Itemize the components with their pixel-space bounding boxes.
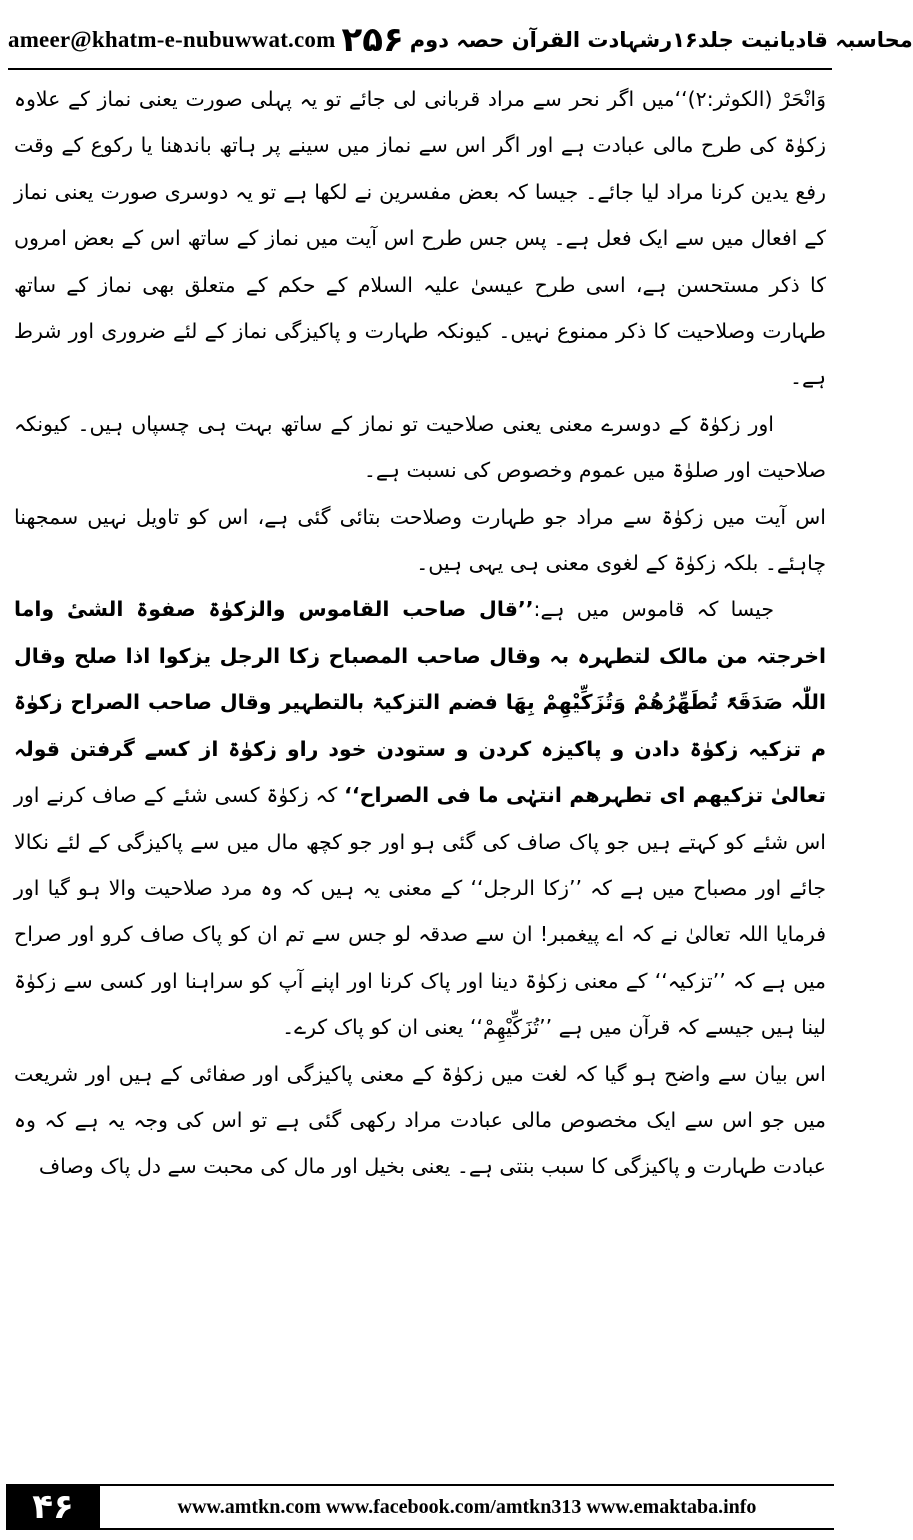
footer-page-number: ۴۶ bbox=[6, 1484, 100, 1530]
quote-intro: جیسا کہ قاموس میں ہے: bbox=[533, 597, 775, 622]
footer-links[interactable]: www.amtkn.com www.facebook.com/amtkn313 www.emaktaba.info bbox=[100, 1484, 834, 1530]
header-email[interactable]: ameer@khatm-e-nubuwwat.com bbox=[8, 27, 336, 52]
quote-translation: کہ زکوٰۃ کسی شئے کے صاف کرنے اور اس شئے کو کہتے ہیں جو پاک صاف کی گئی ہو اور جو کچھ مال میں سے پاکیزگی کے لئے نکالا جائے اور مصباح میں ہے کہ ’’زکا الرجل‘‘ کے معنی یہ ہیں کہ وہ مرد صلاحیت والا ہو گیا اور فرمایا اللہ تعالیٰ نے کہ اے پیغمبر! ان سے صدقہ لو جس سے تم ان کو پاک صاف کرو اور صراح میں ہے کہ ’’تزکیہ‘‘ کے معنی زکوٰۃ دینا اور پاک کرنا اور اپنے آپ کو سراہنا اور کسی سے زکوٰۃ لینا ہیں جیسے کہ قرآن میں ہے ’’تُزَکِّیْھِمْ‘‘ یعنی ان کو پاک کرے۔ bbox=[14, 783, 826, 1040]
closing-paragraph: اس بیان سے واضح ہو گیا کہ لغت میں زکوٰۃ کے معنی پاکیزگی اور صفائی کے ہیں اور شریعت میں جو اس سے ایک مخصوص مالی عبادت مراد رکھی گئی ہے تو اس کی وجہ یہ ہے کہ وہ عبادت طہارت و پاکیزگی کا سبب بنتی ہے۔ یعنی بخیل اور مال کی محبت سے دل پاک وصاف bbox=[14, 1061, 826, 1179]
paragraph-3: اس آیت میں زکوٰۃ سے مراد جو طہارت وصلاحت بتائی گئی ہے، اس کو تاویل نہیں سمجھنا چاہئے۔ بلکہ زکوٰۃ کے لغوی معنی ہی یہی ہیں۔ bbox=[14, 504, 826, 576]
quote-arabic: ’’قال صاحب القاموس والزکوٰۃ صفوۃ الشیٔ واما اخرجتہ من مالک لتطہرہ بہ وقال صاحب المصباح زکا الرجل یزکوا اذا صلح وقال اللّٰہ صَدَقَۃً تُطَھِّرُھُمْ وَتُزَکِّیْھِمْ بِھَا فضم التزکیۃ بالتطہیر وقال صاحب الصراح زکوٰۃ م تزکیہ زکوٰۃ دادن و پاکیزہ کردن و ستودن خود راو زکوٰۃ از کسے گرفتن قولہ تعالیٰ تزکیھم ای تطہرھم انتہٰی ما فی الصراح‘‘ bbox=[14, 597, 826, 808]
paragraph-2: اور زکوٰۃ کے دوسرے معنی یعنی صلاحیت تو نماز کے ساتھ بہت ہی چسپاں ہیں۔ کیونکہ صلاحیت اور صلوٰۃ میں عموم وخصوص کی نسبت ہے۔ bbox=[14, 411, 826, 483]
paragraph-1: وَانْحَرْ (الکوثر:۲)‘‘میں اگر نحر سے مراد قربانی لی جائے تو یہ پہلی صورت یعنی نماز کے علاوہ زکوٰۃ کی طرح مالی عبادت ہے اور اگر اس سے نماز میں سینے پر ہاتھ باندھنا یا رکوع کے وقت رفع یدین کرنا مراد لیا جائے۔ جیسا کہ بعض مفسرین نے لکھا ہے تو یہ دوسری صورت یعنی نماز کے افعال میں سے ایک فعل ہے۔ پس جس طرح اس آیت میں نماز کے ساتھ اس کے بعض امروں کا ذکر مستحسن ہے، اسی طرح عیسیٰ علیہ السلام کے حکم کے متعلق بھی نماز کے ساتھ طہارت وصلاحیت کا ذکر ممنوع نہیں۔ کیونکہ طہارت و پاکیزگی نماز کے لئے ضروری اور شرط ہے۔ bbox=[14, 87, 826, 390]
page-body bbox=[14, 76, 826, 1466]
header-divider bbox=[8, 68, 832, 70]
page-header bbox=[8, 14, 913, 66]
page-footer bbox=[6, 1482, 834, 1532]
header-book-title: محاسبہ قادیانیت جلد۱۶رشہادت القرآن حصہ دوم bbox=[409, 28, 913, 52]
quote-block bbox=[14, 586, 826, 1050]
header-page-number: ۲۵۶ bbox=[341, 20, 404, 60]
